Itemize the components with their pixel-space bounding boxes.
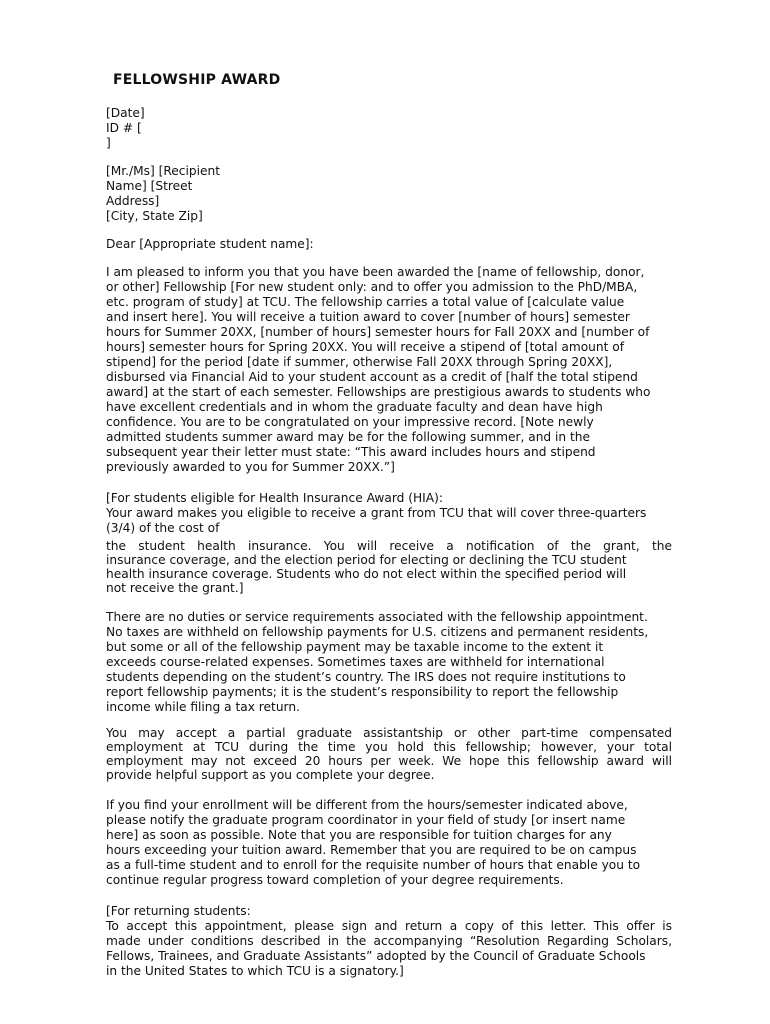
paragraph-line: hours exceeding your tuition award. Remember that you are required to be on campus <box>106 843 637 857</box>
paragraph-line: I am pleased to inform you that you have been awarded the [name of fellowship, donor, <box>106 265 645 279</box>
paragraph-line: not receive the grant.] <box>106 581 244 595</box>
paragraph-line: employment may not exceed 20 hours per week. We hope this fellowship award will <box>106 754 672 768</box>
paragraph-line: admitted students summer award may be for the following summer, and in the <box>106 430 591 444</box>
salutation <box>106 237 672 252</box>
document-title: FELLOWSHIP AWARD <box>113 72 281 88</box>
paragraph-line: but some or all of the fellowship payment may be taxable income to the extent it <box>106 640 604 654</box>
paragraph-line: Fellows, Trainees, and Graduate Assistants” adopted by the Council of Graduate Schools <box>106 949 646 963</box>
recipient-address-block <box>106 164 672 224</box>
health-insurance-details <box>106 539 672 595</box>
paragraph-line: as a full-time student and to enroll for the requisite number of hours that enable you to <box>106 858 641 872</box>
paragraph-line: continue regular progress toward completion of your degree requirements. <box>106 873 564 887</box>
paragraph-line: here] as soon as possible. Note that you are responsible for tuition charges for any <box>106 828 612 842</box>
paragraph-line: Your award makes you eligible to receive a grant from TCU that will cover three-quarters <box>106 506 647 520</box>
date-line: [Date] <box>106 106 145 120</box>
paragraph-line: award] at the start of each semester. Fellowships are prestigious awards to students who <box>106 385 651 399</box>
paragraph-line: provide helpful support as you complete your degree. <box>106 768 435 782</box>
enrollment-paragraph <box>106 798 672 888</box>
paragraph-line: hours for Summer 20XX, [number of hours] semester hours for Fall 20XX and [number of <box>106 325 650 339</box>
paragraph-line: disbursed via Financial Aid to your student account as a credit of [half the total stipend <box>106 370 638 384</box>
tax-information-paragraph <box>106 610 672 715</box>
paragraph-line: have excellent credentials and in whom the graduate faculty and dean have high <box>106 400 603 414</box>
paragraph-line: If you find your enrollment will be different from the hours/semester indicated above, <box>106 798 628 812</box>
paragraph-line: insurance coverage, and the election period for electing or declining the TCU student <box>106 553 627 567</box>
paragraph-line: confidence. You are to be congratulated on your impressive record. [Note newly <box>106 415 594 429</box>
address-line: Name] [Street <box>106 179 193 193</box>
award-details-paragraph <box>106 265 672 475</box>
paragraph-line: or other] Fellowship [For new student only: and to offer you admission to the PhD/MBA, <box>106 280 638 294</box>
salutation-text: Dear [Appropriate student name]: <box>106 237 314 251</box>
paragraph-line: [For students eligible for Health Insurance Award (HIA): <box>106 491 443 505</box>
address-line: Address] <box>106 194 160 208</box>
paragraph-line: subsequent year their letter must state: “This award includes hours and stipend <box>106 445 596 459</box>
returning-students-paragraph <box>106 904 672 979</box>
paragraph-line: employment at TCU during the time you hold this fellowship; however, your total <box>106 740 672 754</box>
paragraph-line: hours] semester hours for Spring 20XX. You will receive a stipend of [total amount of <box>106 340 625 354</box>
paragraph-line: in the United States to which TCU is a signatory.] <box>106 964 404 978</box>
paragraph-line: exceeds course-related expenses. Sometimes taxes are withheld for international <box>106 655 605 669</box>
paragraph-line: To accept this appointment, please sign and return a copy of this letter. This offer is <box>106 919 672 933</box>
paragraph-line: previously awarded to you for Summer 20XX.”] <box>106 460 395 474</box>
paragraph-line: health insurance coverage. Students who do not elect within the specified period will <box>106 567 627 581</box>
paragraph-line: You may accept a partial graduate assistantship or other part-time compensated <box>106 726 672 740</box>
id-line-end: ] <box>106 136 111 150</box>
paragraph-line: etc. program of study] at TCU. The fellowship carries a total value of [calculate value <box>106 295 625 309</box>
health-insurance-paragraph <box>106 491 672 536</box>
id-line: ID # [ <box>106 121 142 135</box>
employment-paragraph <box>106 726 672 782</box>
paragraph-line: [For returning students: <box>106 904 251 918</box>
paragraph-line: report fellowship payments; it is the student’s responsibility to report the fellowship <box>106 685 619 699</box>
paragraph-line: No taxes are withheld on fellowship payments for U.S. citizens and permanent residents, <box>106 625 649 639</box>
address-line: [Mr./Ms] [Recipient <box>106 164 221 178</box>
paragraph-line: stipend] for the period [date if summer, otherwise Fall 20XX through Spring 20XX], <box>106 355 613 369</box>
paragraph-line: (3/4) of the cost of <box>106 521 220 535</box>
paragraph-line: income while filing a tax return. <box>106 700 300 714</box>
date-id-block <box>106 106 672 151</box>
paragraph-line: students depending on the student’s country. The IRS does not require institutions to <box>106 670 626 684</box>
paragraph-line: There are no duties or service requirements associated with the fellowship appointment. <box>106 610 648 624</box>
paragraph-line: made under conditions described in the accompanying “Resolution Regarding Scholars, <box>106 934 672 948</box>
paragraph-line: and insert here]. You will receive a tuition award to cover [number of hours] semester <box>106 310 630 324</box>
address-line: [City, State Zip] <box>106 209 203 223</box>
paragraph-line: the student health insurance. You will receive a notification of the grant, the <box>106 539 672 553</box>
paragraph-line: please notify the graduate program coordinator in your field of study [or insert name <box>106 813 626 827</box>
